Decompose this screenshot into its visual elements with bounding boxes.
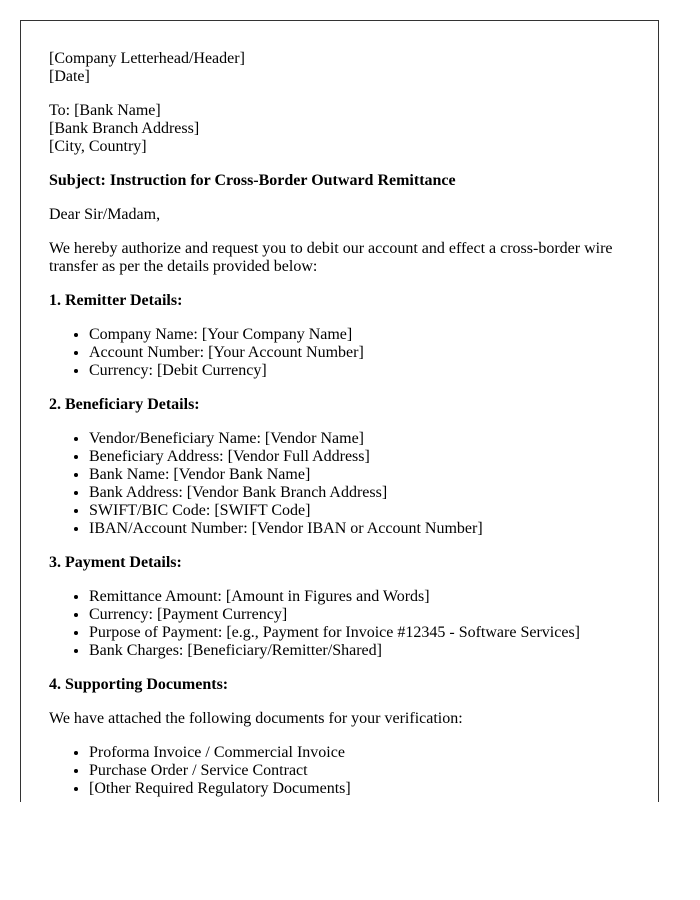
list-item: • Currency: [Payment Currency] — [89, 606, 630, 624]
salutation: Dear Sir/Madam, — [49, 206, 161, 223]
bank-city: [City, Country] — [49, 138, 147, 155]
letter-page — [20, 20, 659, 802]
letterhead: [Company Letterhead/Header] — [49, 50, 245, 67]
date: [Date] — [49, 68, 90, 85]
section-title-documents: 4. Supporting Documents: — [49, 676, 229, 693]
beneficiary-list — [49, 430, 630, 538]
list-item: • Beneficiary Address: [Vendor Full Address] — [89, 448, 630, 466]
bank-branch: [Bank Branch Address] — [49, 120, 200, 137]
list-item: • Bank Name: [Vendor Bank Name] — [89, 466, 630, 484]
documents-intro: We have attached the following documents for your verification: — [49, 710, 463, 727]
section-title-beneficiary: 2. Beneficiary Details: — [49, 396, 200, 413]
section-title-remitter: 1. Remitter Details: — [49, 292, 183, 309]
list-item: • Company Name: [Your Company Name] — [89, 326, 630, 344]
bank-name: To: [Bank Name] — [49, 102, 161, 119]
list-item: • Currency: [Debit Currency] — [89, 362, 630, 380]
payment-list — [49, 588, 630, 660]
list-item: • Vendor/Beneficiary Name: [Vendor Name] — [89, 430, 630, 448]
list-item: • Bank Charges: [Beneficiary/Remitter/Shared] — [89, 642, 630, 660]
subject-line: Subject: Instruction for Cross-Border Outward Remittance — [49, 172, 456, 189]
list-item: • IBAN/Account Number: [Vendor IBAN or Account Number] — [89, 520, 630, 538]
list-item: • SWIFT/BIC Code: [SWIFT Code] — [89, 502, 630, 520]
recipient-block — [49, 102, 630, 156]
list-item: • Bank Address: [Vendor Bank Branch Address] — [89, 484, 630, 502]
section-title-payment: 3. Payment Details: — [49, 554, 182, 571]
list-item: • Proforma Invoice / Commercial Invoice — [89, 744, 630, 762]
remitter-list — [49, 326, 630, 380]
list-item: • Purchase Order / Service Contract — [89, 762, 630, 780]
list-item: • Account Number: [Your Account Number] — [89, 344, 630, 362]
list-item: • [Other Required Regulatory Documents] — [89, 780, 630, 798]
list-item: • Remittance Amount: [Amount in Figures and Words] — [89, 588, 630, 606]
list-item: • Purpose of Payment: [e.g., Payment for Invoice #12345 - Software Services] — [89, 624, 630, 642]
documents-list — [49, 744, 630, 798]
intro-paragraph: We hereby authorize and request you to debit our account and effect a cross-border wire transfer as per the details provided below: — [49, 240, 613, 275]
header-block — [49, 50, 630, 86]
